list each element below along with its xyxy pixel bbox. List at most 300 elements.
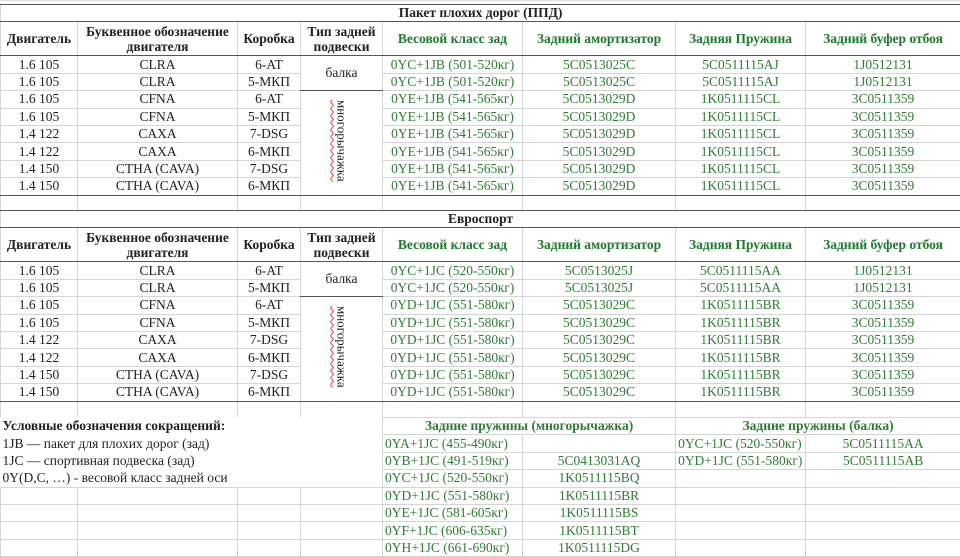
table-cell[interactable] xyxy=(238,73,301,90)
empty-cell[interactable] xyxy=(78,401,238,418)
cell-text: 5-МКП xyxy=(248,280,290,295)
table-cell[interactable] xyxy=(383,314,523,331)
table-row xyxy=(1,314,960,331)
table-cell[interactable] xyxy=(78,331,238,348)
table-cell[interactable] xyxy=(806,314,960,331)
empty-cell[interactable] xyxy=(301,504,383,521)
cell-text: Коробка xyxy=(243,237,294,252)
cell-text: 1.6 105 xyxy=(19,297,60,312)
legend-title-row xyxy=(1,418,960,435)
legend-item-text: 1JB — пакет для плохих дорог (зад) xyxy=(3,436,210,451)
lower-section xyxy=(0,417,960,557)
table-cell[interactable] xyxy=(676,108,806,125)
table-row xyxy=(1,91,960,108)
table-cell[interactable] xyxy=(523,297,676,314)
cell-text: 6-AT xyxy=(255,297,283,312)
empty-cell[interactable] xyxy=(238,539,301,556)
multilink-weight-class[interactable] xyxy=(383,435,523,452)
cell-text: 0YF+1JC (606-635кг) xyxy=(385,523,507,538)
column-header[interactable] xyxy=(806,228,960,262)
empty-cell[interactable] xyxy=(383,401,523,418)
cell-text: 5C0513029D xyxy=(563,178,636,193)
empty-cell[interactable] xyxy=(301,522,383,539)
empty-cell[interactable] xyxy=(806,487,960,504)
column-header[interactable] xyxy=(1,228,78,262)
cell-text: CTHA (CAVA) xyxy=(116,161,199,176)
cell-text: 5C0513025J xyxy=(565,280,633,295)
table-cell[interactable] xyxy=(78,279,238,296)
suspension-type-cell[interactable] xyxy=(301,262,383,297)
table-row xyxy=(1,349,960,366)
table-cell[interactable] xyxy=(523,56,676,73)
table-row xyxy=(1,143,960,160)
beam-spring-part[interactable] xyxy=(806,435,960,452)
table-cell[interactable] xyxy=(806,384,960,401)
table-cell[interactable] xyxy=(676,262,806,279)
cell-text: 5-МКП xyxy=(248,109,290,124)
cell-text: 1.6 105 xyxy=(19,109,60,124)
table-row xyxy=(1,470,960,487)
cell-text: 1K0511115BR xyxy=(700,297,780,312)
table-row xyxy=(1,279,960,296)
section-title[interactable] xyxy=(1,5,960,22)
multilink-weight-class[interactable] xyxy=(383,452,523,469)
table-cell[interactable] xyxy=(238,56,301,73)
column-header[interactable] xyxy=(238,228,301,262)
table-cell[interactable] xyxy=(238,279,301,296)
table-cell[interactable] xyxy=(523,366,676,383)
table-cell[interactable] xyxy=(383,349,523,366)
cell-text: Тип задней подвески xyxy=(307,230,375,260)
cell-text: 7-DSG xyxy=(250,367,288,382)
table-cell[interactable] xyxy=(806,143,960,160)
empty-cell[interactable] xyxy=(301,401,383,418)
table-cell[interactable] xyxy=(523,125,676,142)
column-header[interactable] xyxy=(523,22,676,56)
cell-text: 1K0511115BR xyxy=(700,384,780,399)
empty-cell[interactable] xyxy=(806,470,960,487)
empty-cell[interactable] xyxy=(78,539,238,556)
cell-text: 5C0513029D xyxy=(563,161,636,176)
table-cell[interactable] xyxy=(806,56,960,73)
table-cell[interactable] xyxy=(806,366,960,383)
cell-text: 3C0511359 xyxy=(852,91,915,106)
empty-cell[interactable] xyxy=(1,539,78,556)
cell-text: 0YD+1JC (551-580кг) xyxy=(385,488,509,503)
cell-text: CLRA xyxy=(139,74,175,89)
table-cell[interactable] xyxy=(383,384,523,401)
empty-cell[interactable] xyxy=(78,504,238,521)
cell-text: 5C0511115AJ xyxy=(702,57,779,72)
cell-text: 0YB+1JC (491-519кг) xyxy=(385,453,509,468)
empty-cell[interactable] xyxy=(301,539,383,556)
empty-cell[interactable] xyxy=(806,539,960,556)
table-cell[interactable] xyxy=(1,349,78,366)
multilink-spring-part[interactable] xyxy=(523,435,676,452)
column-header[interactable] xyxy=(523,228,676,262)
cell-text: 0YE+1JB (541-565кг) xyxy=(391,144,514,159)
table-cell[interactable] xyxy=(1,56,78,73)
empty-cell[interactable] xyxy=(676,487,806,504)
table-cell[interactable] xyxy=(1,108,78,125)
cell-text: 0YC+1JB (501-520кг) xyxy=(391,57,515,72)
column-header[interactable] xyxy=(1,22,78,56)
table-cell[interactable] xyxy=(78,56,238,73)
table-cell[interactable] xyxy=(383,108,523,125)
empty-cell[interactable] xyxy=(523,401,676,418)
table-cell[interactable] xyxy=(806,297,960,314)
table-cell[interactable] xyxy=(78,73,238,90)
cell-text: 1K0511115CL xyxy=(701,109,781,124)
table-cell[interactable] xyxy=(523,143,676,160)
table-cell[interactable] xyxy=(523,91,676,108)
cell-text: 1K0511115BR xyxy=(700,332,780,347)
table-cell[interactable] xyxy=(383,56,523,73)
table-cell[interactable] xyxy=(383,125,523,142)
cell-text: 5C0413031AQ xyxy=(558,453,641,468)
multilink-spring-part[interactable] xyxy=(523,452,676,469)
table-cell[interactable] xyxy=(238,143,301,160)
beam-weight-class[interactable] xyxy=(676,452,806,469)
cell-text: 6-AT xyxy=(255,91,283,106)
table-cell[interactable] xyxy=(383,297,523,314)
table-cell[interactable] xyxy=(676,366,806,383)
table-cell[interactable] xyxy=(523,384,676,401)
cell-text: 1K0511115BT xyxy=(559,523,639,538)
table-cell[interactable] xyxy=(676,160,806,177)
suspension-type-cell[interactable] xyxy=(301,297,383,401)
cell-text: 6-МКП xyxy=(248,178,290,193)
table-cell[interactable] xyxy=(383,73,523,90)
table-cell[interactable] xyxy=(1,125,78,142)
table-cell[interactable] xyxy=(238,178,301,195)
cell-text: CFNA xyxy=(139,315,175,330)
table-row xyxy=(1,125,960,142)
beam-springs-title[interactable] xyxy=(676,418,960,435)
table-cell[interactable] xyxy=(238,384,301,401)
cell-text: 1K0511115BS xyxy=(560,505,639,520)
table-cell[interactable] xyxy=(383,178,523,195)
empty-cell[interactable] xyxy=(676,401,806,418)
table-cell[interactable] xyxy=(78,384,238,401)
table-cell[interactable] xyxy=(676,91,806,108)
legend-item xyxy=(1,435,383,452)
legend-title-text: Условные обозначения сокращений: xyxy=(3,418,226,433)
cell-text: Буквенное обозначение двигателя xyxy=(86,24,229,54)
cell-text: 6-AT xyxy=(255,263,283,278)
table-cell[interactable] xyxy=(1,178,78,195)
table-cell[interactable] xyxy=(523,160,676,177)
bad-roads-table-section xyxy=(0,4,960,213)
table-cell[interactable] xyxy=(676,349,806,366)
cell-text: 3C0511359 xyxy=(852,126,915,141)
blank-row xyxy=(1,401,960,418)
multilink-weight-class[interactable] xyxy=(383,539,523,556)
multilink-weight-class[interactable] xyxy=(383,487,523,504)
table-cell[interactable] xyxy=(1,262,78,279)
table-cell[interactable] xyxy=(806,73,960,90)
empty-cell[interactable] xyxy=(1,522,78,539)
table-cell[interactable] xyxy=(238,108,301,125)
cell-text: 3C0511359 xyxy=(852,144,915,159)
cell-text: 5C0513029C xyxy=(563,384,635,399)
cell-text: Задняя Пружина xyxy=(689,31,792,46)
column-header[interactable] xyxy=(806,22,960,56)
table-cell[interactable] xyxy=(523,349,676,366)
table-cell[interactable] xyxy=(78,125,238,142)
empty-cell[interactable] xyxy=(676,470,806,487)
table-cell[interactable] xyxy=(238,314,301,331)
table-cell[interactable] xyxy=(238,125,301,142)
cell-text: 7-DSG xyxy=(250,332,288,347)
table-row xyxy=(1,331,960,348)
table-cell[interactable] xyxy=(523,314,676,331)
cell-text: CAXA xyxy=(138,332,176,347)
table-cell[interactable] xyxy=(806,349,960,366)
table-cell[interactable] xyxy=(78,91,238,108)
table-cell[interactable] xyxy=(383,160,523,177)
spreadsheet-table xyxy=(0,210,960,419)
cell-text: 1K0511115BR xyxy=(700,350,780,365)
suspension-type-text: балка xyxy=(325,65,357,80)
table-cell[interactable] xyxy=(238,262,301,279)
table-cell[interactable] xyxy=(78,160,238,177)
table-cell[interactable] xyxy=(78,178,238,195)
table-cell[interactable] xyxy=(676,331,806,348)
cell-text: 5C0511115AA xyxy=(843,436,924,451)
table-cell[interactable] xyxy=(523,73,676,90)
table-row xyxy=(1,539,960,556)
cell-text: 0YD+1JC (551-580кг) xyxy=(678,453,802,468)
cell-text: CAXA xyxy=(138,350,176,365)
table-cell[interactable] xyxy=(238,349,301,366)
cell-text: 5C0513029C xyxy=(563,350,635,365)
cell-text: 5C0513029D xyxy=(563,109,636,124)
cell-text: CLRA xyxy=(139,280,175,295)
cell-text: 1K0511115CL xyxy=(701,144,781,159)
empty-cell[interactable] xyxy=(238,504,301,521)
cell-text: 0YE+1JB (541-565кг) xyxy=(391,161,514,176)
column-header[interactable] xyxy=(78,22,238,56)
table-cell[interactable] xyxy=(238,297,301,314)
column-header[interactable] xyxy=(383,22,523,56)
legend-title xyxy=(1,418,383,435)
table-cell[interactable] xyxy=(806,331,960,348)
table-cell[interactable] xyxy=(806,91,960,108)
table-cell[interactable] xyxy=(523,262,676,279)
cell-text: 1.4 122 xyxy=(19,144,60,159)
cell-text: 1K0511115CL xyxy=(701,91,781,106)
table-cell[interactable] xyxy=(78,108,238,125)
multilink-springs-title[interactable] xyxy=(383,418,676,435)
cell-text: 5C0513029D xyxy=(563,144,636,159)
table-cell[interactable] xyxy=(383,331,523,348)
multilink-weight-class[interactable] xyxy=(383,522,523,539)
table-cell[interactable] xyxy=(1,91,78,108)
table-cell[interactable] xyxy=(238,160,301,177)
column-header[interactable] xyxy=(301,228,383,262)
table-cell[interactable] xyxy=(78,366,238,383)
table-cell[interactable] xyxy=(523,178,676,195)
cell-text: CLRA xyxy=(139,57,175,72)
empty-cell[interactable] xyxy=(78,487,238,504)
table-cell[interactable] xyxy=(676,56,806,73)
table-cell[interactable] xyxy=(676,297,806,314)
table-cell[interactable] xyxy=(676,384,806,401)
legend-and-springs-table xyxy=(0,417,960,557)
table-cell[interactable] xyxy=(78,262,238,279)
cell-text: 1K0511115CL xyxy=(701,126,781,141)
table-cell[interactable] xyxy=(383,143,523,160)
suspension-type-cell[interactable] xyxy=(301,91,383,195)
empty-cell[interactable] xyxy=(78,522,238,539)
table-cell[interactable] xyxy=(1,331,78,348)
table-cell[interactable] xyxy=(238,366,301,383)
cell-text: 7-DSG xyxy=(250,126,288,141)
table-cell[interactable] xyxy=(806,178,960,195)
table-row xyxy=(1,435,960,452)
beam-spring-part[interactable] xyxy=(806,452,960,469)
beam-springs-title-text: Задние пружины (балка) xyxy=(743,418,894,433)
column-header[interactable] xyxy=(301,22,383,56)
cell-text: 1.6 105 xyxy=(19,280,60,295)
cell-text: 6-МКП xyxy=(248,144,290,159)
table-cell[interactable] xyxy=(383,91,523,108)
cell-text: 0YE+1JC (581-605кг) xyxy=(385,505,508,520)
empty-cell[interactable] xyxy=(238,401,301,418)
cell-text: CAXA xyxy=(138,144,176,159)
empty-cell[interactable] xyxy=(1,401,78,418)
cell-text: CAXA xyxy=(138,126,176,141)
table-row xyxy=(1,487,960,504)
cell-text: Задняя Пружина xyxy=(689,237,792,252)
multilink-weight-class[interactable] xyxy=(383,504,523,521)
table-cell[interactable] xyxy=(383,366,523,383)
table-cell[interactable] xyxy=(238,91,301,108)
table-cell[interactable] xyxy=(78,143,238,160)
cell-text: 5C0513025J xyxy=(565,263,633,278)
empty-cell[interactable] xyxy=(1,487,78,504)
table-cell[interactable] xyxy=(806,125,960,142)
cell-text: 0YD+1JC (551-580кг) xyxy=(390,332,514,347)
table-cell[interactable] xyxy=(806,262,960,279)
cell-text: CFNA xyxy=(139,109,175,124)
table-cell[interactable] xyxy=(1,143,78,160)
table-cell[interactable] xyxy=(523,331,676,348)
cell-text: Весовой класс зад xyxy=(398,31,507,46)
table-cell[interactable] xyxy=(78,349,238,366)
beam-weight-class[interactable] xyxy=(676,435,806,452)
empty-cell[interactable] xyxy=(1,504,78,521)
cell-text: 5C0513025C xyxy=(563,74,635,89)
empty-cell[interactable] xyxy=(806,401,960,418)
empty-cell[interactable] xyxy=(238,487,301,504)
section-title[interactable] xyxy=(1,211,960,228)
table-row xyxy=(1,522,960,539)
table-cell[interactable] xyxy=(1,384,78,401)
table-row xyxy=(1,384,960,401)
empty-cell[interactable] xyxy=(676,539,806,556)
table-cell[interactable] xyxy=(78,314,238,331)
cell-text: 3C0511359 xyxy=(852,315,915,330)
table-cell[interactable] xyxy=(383,262,523,279)
cell-text: Задний амортизатор xyxy=(537,31,661,46)
table-row xyxy=(1,366,960,383)
cell-text: 1J0512131 xyxy=(853,263,912,278)
legend-item xyxy=(1,470,383,487)
table-cell[interactable] xyxy=(523,279,676,296)
section-title-text: Пакет плохих дорог (ППД) xyxy=(399,5,563,20)
legend-item xyxy=(1,452,383,469)
cell-text: CTHA (CAVA) xyxy=(116,178,199,193)
column-header[interactable] xyxy=(676,228,806,262)
table-cell[interactable] xyxy=(676,143,806,160)
table-cell[interactable] xyxy=(1,160,78,177)
table-cell[interactable] xyxy=(676,125,806,142)
table-cell[interactable] xyxy=(383,279,523,296)
table-cell[interactable] xyxy=(676,279,806,296)
cell-text: 1J0512131 xyxy=(853,280,912,295)
suspension-type-text: многорычажка xyxy=(334,100,350,182)
table-cell[interactable] xyxy=(806,160,960,177)
table-cell[interactable] xyxy=(1,366,78,383)
table-cell[interactable] xyxy=(676,178,806,195)
empty-cell[interactable] xyxy=(301,487,383,504)
cell-text: Задний амортизатор xyxy=(537,237,661,252)
multilink-spring-part[interactable] xyxy=(523,539,676,556)
cell-text: 1K0511115CL xyxy=(701,161,781,176)
table-cell[interactable] xyxy=(1,297,78,314)
table-cell[interactable] xyxy=(1,73,78,90)
empty-cell[interactable] xyxy=(238,522,301,539)
cell-text: 1K0511115BR xyxy=(700,315,780,330)
column-header[interactable] xyxy=(676,22,806,56)
table-cell[interactable] xyxy=(238,331,301,348)
empty-cell[interactable] xyxy=(676,504,806,521)
table-cell[interactable] xyxy=(806,279,960,296)
empty-cell[interactable] xyxy=(676,522,806,539)
empty-cell[interactable] xyxy=(806,504,960,521)
cell-text: 0YC+1JC (520-550кг) xyxy=(391,263,515,278)
multilink-spring-part[interactable] xyxy=(523,522,676,539)
cell-text: 1J0512131 xyxy=(853,74,912,89)
column-header[interactable] xyxy=(383,228,523,262)
empty-cell[interactable] xyxy=(806,522,960,539)
column-header[interactable] xyxy=(78,228,238,262)
table-cell[interactable] xyxy=(676,314,806,331)
cell-text: 3C0511359 xyxy=(852,384,915,399)
suspension-type-cell[interactable] xyxy=(301,56,383,91)
cell-text: 6-МКП xyxy=(248,384,290,399)
table-cell[interactable] xyxy=(78,297,238,314)
multilink-springs-title-text: Задние пружины (многорычажка) xyxy=(425,418,633,433)
column-header[interactable] xyxy=(238,22,301,56)
table-cell[interactable] xyxy=(1,279,78,296)
multilink-spring-part[interactable] xyxy=(523,487,676,504)
cell-text: 0YE+1JB (541-565кг) xyxy=(391,109,514,124)
table-cell[interactable] xyxy=(1,314,78,331)
multilink-weight-class[interactable] xyxy=(383,470,523,487)
multilink-spring-part[interactable] xyxy=(523,470,676,487)
cell-text: 0YD+1JC (551-580кг) xyxy=(390,315,514,330)
multilink-spring-part[interactable] xyxy=(523,504,676,521)
table-cell[interactable] xyxy=(676,73,806,90)
cell-text: 1.6 105 xyxy=(19,263,60,278)
table-cell[interactable] xyxy=(523,108,676,125)
table-cell[interactable] xyxy=(806,108,960,125)
cell-text: 0YC+1JB (501-520кг) xyxy=(391,74,515,89)
cell-text: 1K0511115BR xyxy=(700,367,780,382)
